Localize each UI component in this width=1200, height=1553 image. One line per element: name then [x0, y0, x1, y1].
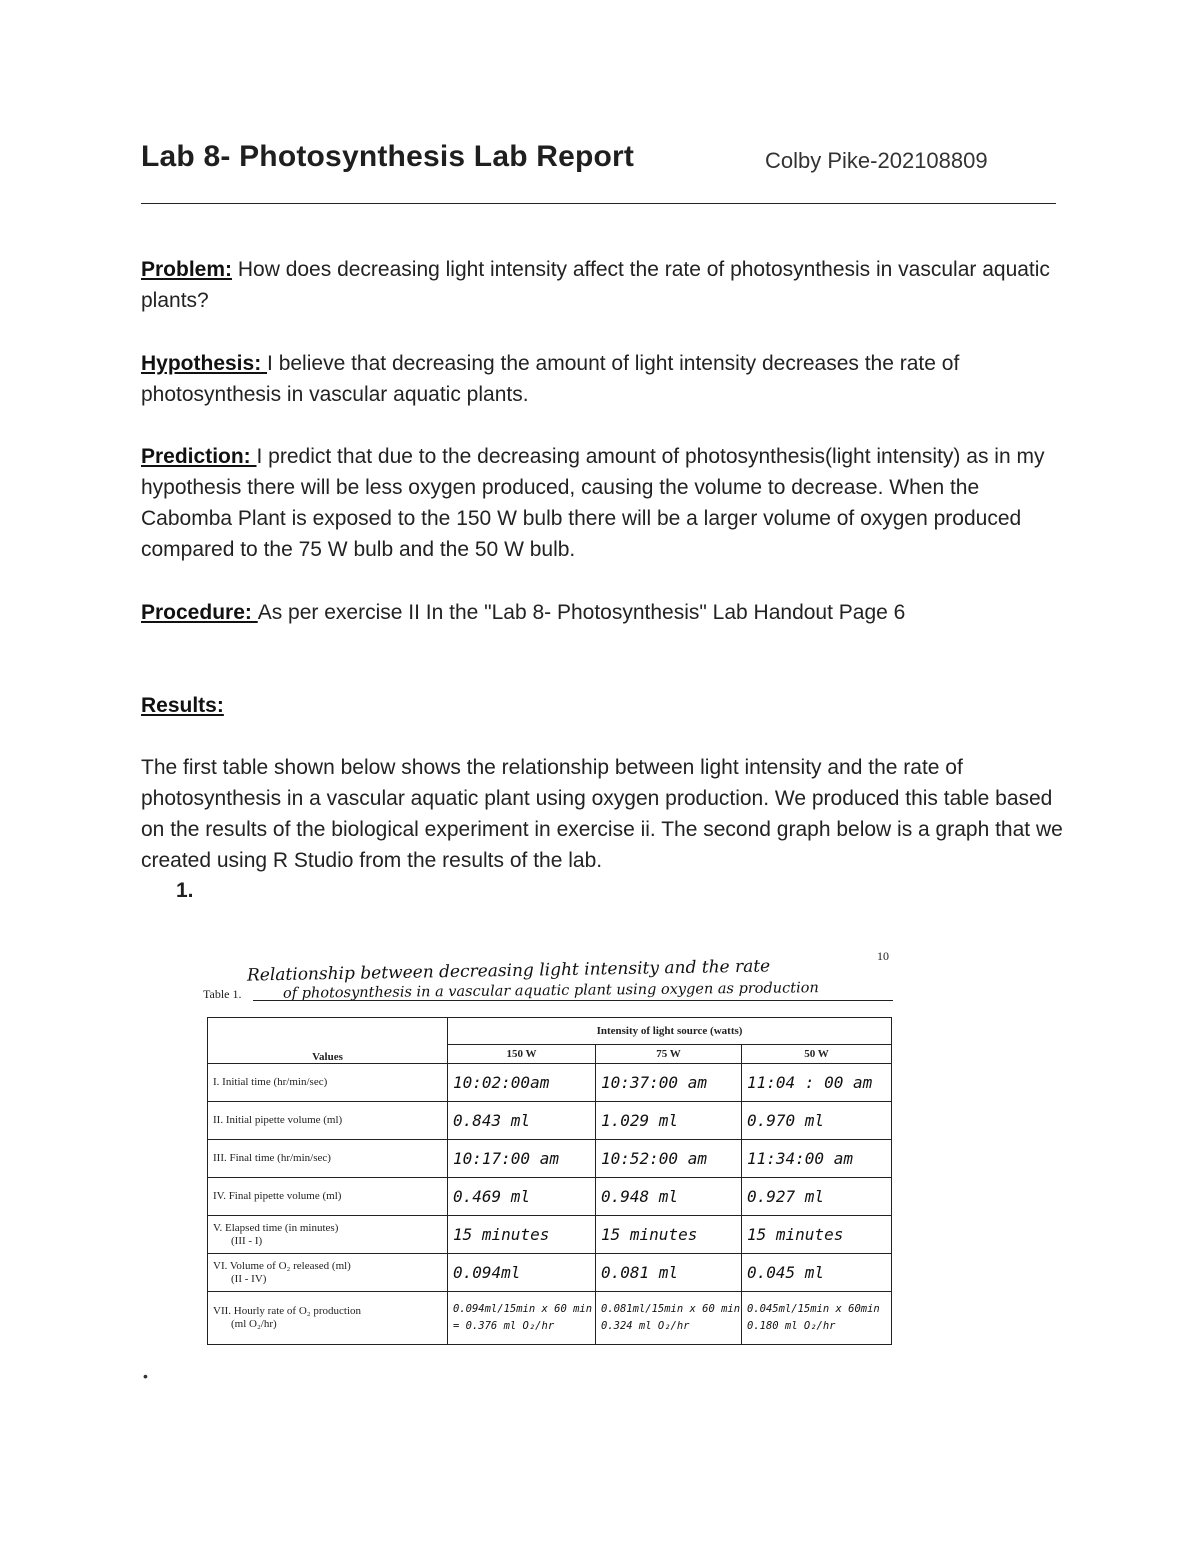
- row-label: [208, 1178, 448, 1216]
- table-row: [208, 1178, 892, 1216]
- prediction-text: I predict that due to the decreasing amount of photosynthesis(light intensity) as in my hypothesis there will be less oxygen produced, causing the volume to decrease. When the Cabomba Plant is exposed to the 150 W bulb there will be a larger volume of oxygen produced compared to the 75 W bulb and the 50 W bulb.: [141, 445, 1045, 561]
- procedure-paragraph: [141, 597, 1066, 628]
- table-cell: 0.081 ml: [596, 1254, 742, 1292]
- calc-result: 0.324 ml O₂/hr: [601, 1320, 690, 1332]
- row-label-text: IV. Final pipette volume (ml): [213, 1190, 342, 1202]
- row-label: [208, 1254, 448, 1292]
- column-header: 150 W: [448, 1045, 596, 1064]
- table-cell: 0.094ml: [448, 1254, 596, 1292]
- calc-result: = 0.376 ml O₂/hr: [453, 1320, 555, 1332]
- table-row: [208, 1254, 892, 1292]
- document-title: Lab 8- Photosynthesis Lab Report: [141, 140, 635, 173]
- author-line: Colby Pike-202108809: [765, 148, 988, 173]
- table-cell: 15 minutes: [742, 1216, 892, 1254]
- table-row: [208, 1102, 892, 1140]
- table-row: [208, 1064, 892, 1102]
- problem-label: Problem:: [141, 258, 233, 281]
- row-label: [208, 1140, 448, 1178]
- scanned-table-title: [195, 945, 900, 1015]
- prediction-label: Prediction:: [141, 445, 257, 468]
- data-table: [207, 1017, 892, 1345]
- table-cell: 10:17:00 am: [448, 1140, 596, 1178]
- title-underline: [253, 1000, 893, 1001]
- table-cell: 0.970 ml: [742, 1102, 892, 1140]
- row-label: [208, 1292, 448, 1345]
- table-cell: 15 minutes: [448, 1216, 596, 1254]
- problem-text: How does decreasing light intensity affect the rate of photosynthesis in vascular aquatic plants?: [141, 258, 1050, 312]
- row-sublabel: (III - I): [231, 1234, 263, 1247]
- table-header-row: [208, 1018, 892, 1045]
- table-cell: 15 minutes: [596, 1216, 742, 1254]
- row-label-text: II. Initial pipette volume (ml): [213, 1114, 343, 1126]
- row-label: [208, 1064, 448, 1102]
- table-cell: 0.843 ml: [448, 1102, 596, 1140]
- table-cell: 10:37:00 am: [596, 1064, 742, 1102]
- header-intensity: Intensity of light source (watts): [448, 1018, 892, 1045]
- handout-page-number: 10: [877, 949, 889, 963]
- problem-paragraph: [141, 254, 1066, 316]
- stray-mark: •: [143, 1368, 148, 1384]
- row-label-text: V. Elapsed time (in minutes): [213, 1221, 339, 1234]
- table-cell: [596, 1292, 742, 1345]
- prediction-paragraph: [141, 441, 1066, 565]
- table-cell: 0.948 ml: [596, 1178, 742, 1216]
- calc-result: 0.180 ml O₂/hr: [747, 1320, 836, 1332]
- calc-line: 0.045ml/15min x 60min: [747, 1303, 880, 1315]
- table-cell: [448, 1292, 596, 1345]
- handwritten-title-line-1: Relationship between decreasing light intensity and the rate: [246, 956, 771, 986]
- table-cell: 0.045 ml: [742, 1254, 892, 1292]
- handwritten-title-line-2: of photosynthesis in a vascular aquatic plant using oxygen as production: [282, 980, 819, 1002]
- table-cell: 10:02:00am: [448, 1064, 596, 1102]
- title-row: [141, 140, 1061, 184]
- procedure-text: As per exercise II In the "Lab 8- Photosynthesis" Lab Handout Page 6: [257, 601, 906, 624]
- table-row: [208, 1216, 892, 1254]
- row-label: [208, 1216, 448, 1254]
- table-cell: 1.029 ml: [596, 1102, 742, 1140]
- row-label-text: I. Initial time (hr/min/sec): [213, 1076, 328, 1088]
- table-label: Table 1.: [203, 987, 242, 1001]
- table-cell: 10:52:00 am: [596, 1140, 742, 1178]
- calc-line: 0.094ml/15min x 60 min: [453, 1303, 593, 1315]
- procedure-label: Procedure:: [141, 601, 258, 624]
- header-values: Values: [208, 1018, 448, 1064]
- hypothesis-paragraph: [141, 348, 1066, 410]
- table-cell: 11:04 : 00 am: [742, 1064, 892, 1102]
- table-row: [208, 1292, 892, 1345]
- row-label-text: VII. Hourly rate of O₂ production: [213, 1305, 362, 1317]
- calc-line: 0.081ml/15min x 60 min: [601, 1303, 741, 1315]
- row-label-text: III. Final time (hr/min/sec): [213, 1152, 331, 1164]
- scanned-table-image: [195, 945, 900, 1370]
- row-sublabel: (ml O₂/hr): [231, 1318, 277, 1330]
- row-label-text: VI. Volume of O₂ released (ml): [213, 1259, 351, 1272]
- list-number: 1.: [176, 879, 194, 902]
- table-cell: 0.927 ml: [742, 1178, 892, 1216]
- results-intro-paragraph: The first table shown below shows the relationship between light intensity and the rate of photosynthesis in a vascular aquatic plant using oxygen production. We produced this table based on the results of the biological experiment in exercise ii. The second graph below is a graph that we created using R Studio from the results of the lab.: [141, 756, 1063, 872]
- table-cell: [742, 1292, 892, 1345]
- results-heading: [141, 690, 1066, 721]
- table-cell: 11:34:00 am: [742, 1140, 892, 1178]
- row-label: [208, 1102, 448, 1140]
- horizontal-rule: [141, 203, 1056, 204]
- column-header: 75 W: [596, 1045, 742, 1064]
- column-header: 50 W: [742, 1045, 892, 1064]
- row-sublabel: (II - IV): [231, 1272, 267, 1285]
- hypothesis-text: I believe that decreasing the amount of light intensity decreases the rate of photosynthesis in vascular aquatic plants.: [141, 352, 960, 406]
- hypothesis-label: Hypothesis:: [141, 352, 268, 375]
- table-cell: 0.469 ml: [448, 1178, 596, 1216]
- results-label: Results:: [141, 694, 224, 717]
- table-row: [208, 1140, 892, 1178]
